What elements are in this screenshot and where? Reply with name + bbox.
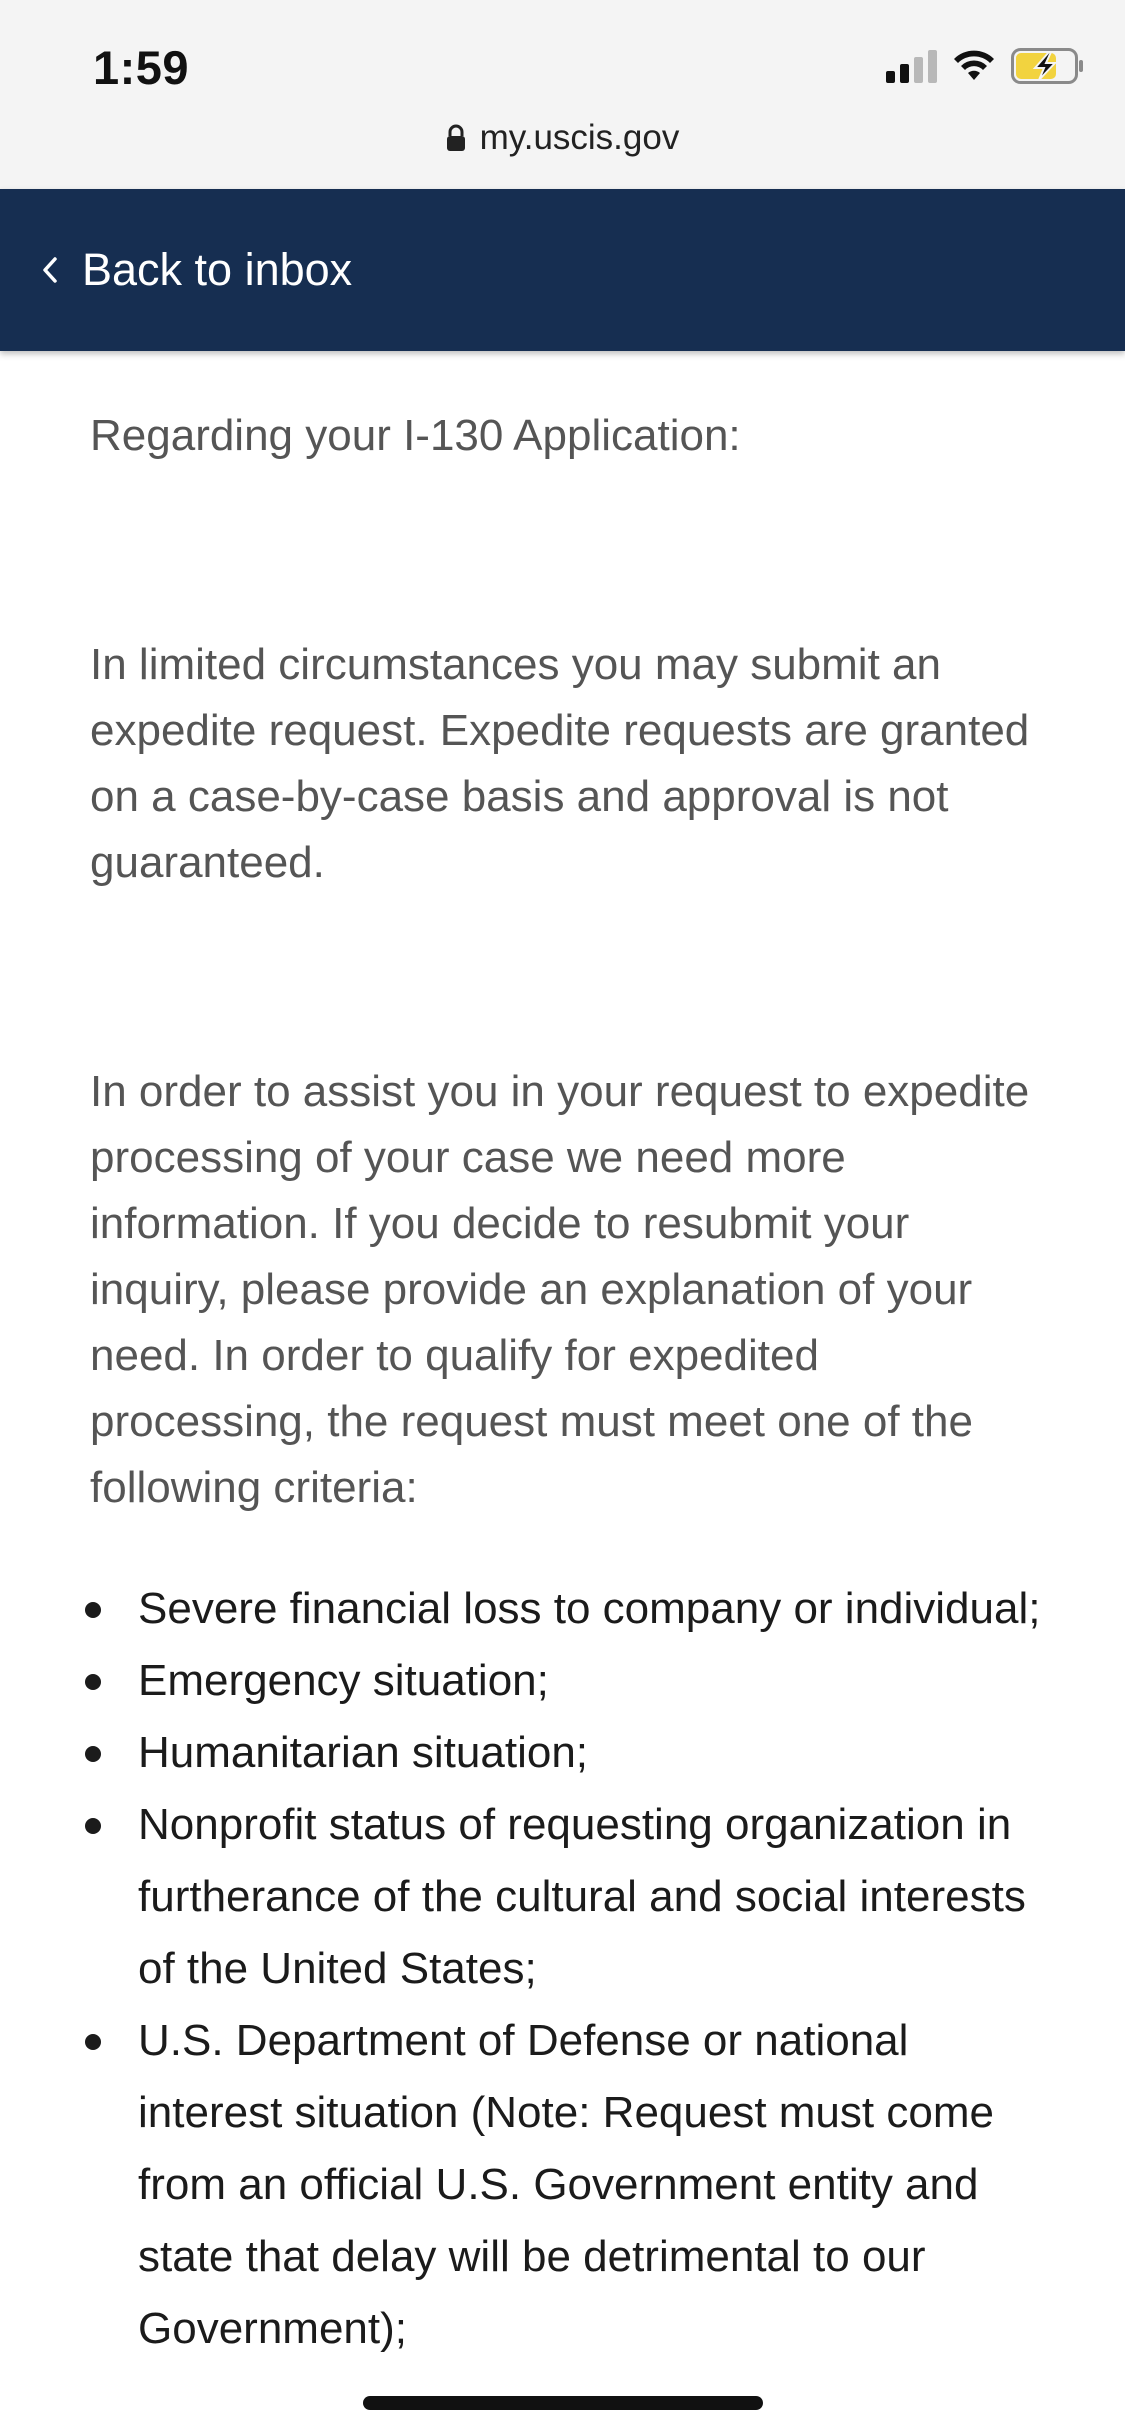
message-paragraph: In order to assist you in your request to expedite processing of your case we need more information. If you decide to resubmit your inquiry, please provide an explanation of your need. In order to qualify for expedited processing, the request must meet one of the following criteria: [90,1067,1030,1512]
bullet-icon [85,1602,101,1618]
status-time: 1:59 [93,41,190,94]
lock-icon [446,124,466,152]
chevron-left-icon [40,254,60,286]
back-to-inbox-label: Back to inbox [82,244,353,295]
url-text: my.uscis.gov [479,118,680,157]
battery-charging-icon [1011,48,1085,84]
back-to-inbox-link[interactable] [40,189,352,351]
status-icons [886,48,1085,84]
address-bar[interactable] [0,118,1125,158]
criteria-text: U.S. Department of Defense or national interest situation (Note: Request must come from an official U.S. Government entity and state that delay will be detrimental to our Government); [138,2016,994,2353]
criteria-item [90,1645,1050,1717]
wifi-icon [951,49,997,83]
criteria-item [90,1789,1050,2005]
signal-icon [886,49,937,83]
bullet-icon [85,1674,101,1690]
criteria-text: Severe financial loss to company or individual; [138,1584,1041,1633]
criteria-item [90,1573,1050,1645]
message-body [90,351,1050,2365]
bullet-icon [85,1818,101,1834]
criteria-item [90,1717,1050,1789]
bullet-icon [85,2034,101,2050]
message-subject: Regarding your I-130 Application: [90,411,741,460]
criteria-text: Nonprofit status of requesting organization in furtherance of the cultural and social interests of the United States; [138,1800,1026,1993]
browser-chrome [0,0,1125,189]
home-indicator[interactable] [363,2396,763,2410]
criteria-text: Humanitarian situation; [138,1728,589,1777]
criteria-text: Emergency situation; [138,1656,549,1705]
criteria-list [90,1573,1050,2365]
bullet-icon [85,1746,101,1762]
message-paragraph: In limited circumstances you may submit an expedite request. Expedite requests are granted on a case-by-case basis and approval is not guaranteed. [90,640,1030,887]
header-bar [0,189,1125,351]
criteria-item [90,2005,1050,2365]
